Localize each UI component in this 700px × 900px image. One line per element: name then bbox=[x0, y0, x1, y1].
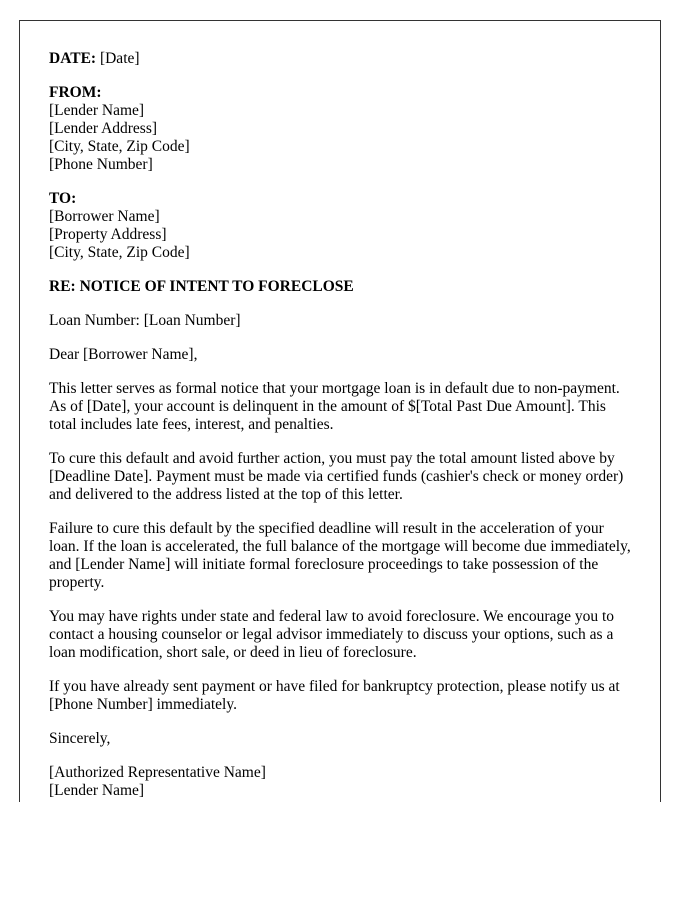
lender-phone: [Phone Number] bbox=[49, 156, 153, 173]
paragraph-notify: If you have already sent payment or have filed for bankruptcy protection, please notify us at [Phone Number] immediately. bbox=[49, 678, 620, 713]
paragraph-default-notice: This letter serves as formal notice that your mortgage loan is in default due to non-payment. As of [Date], your account is delinquent in the amount of $[Total Past Due Amount]. This total includes late fees, interest, and penalties. bbox=[49, 380, 620, 433]
subject-line bbox=[49, 278, 631, 296]
from-label: FROM: bbox=[49, 84, 102, 101]
lender-city: [City, State, Zip Code] bbox=[49, 138, 190, 155]
date-value: [Date] bbox=[99, 50, 140, 67]
property-address: [Property Address] bbox=[49, 226, 167, 243]
signature-block bbox=[49, 764, 631, 800]
lender-name: [Lender Name] bbox=[49, 102, 145, 119]
date-label: DATE: bbox=[49, 50, 97, 67]
paragraph-cure: To cure this default and avoid further action, you must pay the total amount listed above by [Deadline Date]. Payment must be made via certified funds (cashier's check or money order) and delivered to the address listed at the top of this letter. bbox=[49, 450, 624, 503]
salutation: Dear [Borrower Name], bbox=[49, 346, 198, 363]
to-label: TO: bbox=[49, 190, 77, 207]
loan-number: Loan Number: [Loan Number] bbox=[49, 312, 241, 329]
letter-document bbox=[19, 20, 661, 802]
paragraph-acceleration: Failure to cure this default by the specified deadline will result in the acceleration of your loan. If the loan is accelerated, the full balance of the mortgage will become due immediately, and [Lender Name] will initiate formal foreclosure proceedings to take possession of the property. bbox=[49, 520, 631, 591]
signature-lender-name: [Lender Name] bbox=[49, 782, 145, 799]
borrower-name: [Borrower Name] bbox=[49, 208, 160, 225]
subject-text: RE: NOTICE OF INTENT TO FORECLOSE bbox=[49, 278, 354, 295]
lender-address: [Lender Address] bbox=[49, 120, 158, 137]
paragraph-rights: You may have rights under state and federal law to avoid foreclosure. We encourage you to contact a housing counselor or legal advisor immediately to discuss your options, such as a loan modification, short sale, or deed in lieu of foreclosure. bbox=[49, 608, 615, 661]
date-line bbox=[49, 50, 631, 68]
representative-name: [Authorized Representative Name] bbox=[49, 764, 266, 781]
from-block bbox=[49, 84, 631, 174]
borrower-city: [City, State, Zip Code] bbox=[49, 244, 190, 261]
to-block bbox=[49, 190, 631, 262]
closing: Sincerely, bbox=[49, 730, 111, 747]
